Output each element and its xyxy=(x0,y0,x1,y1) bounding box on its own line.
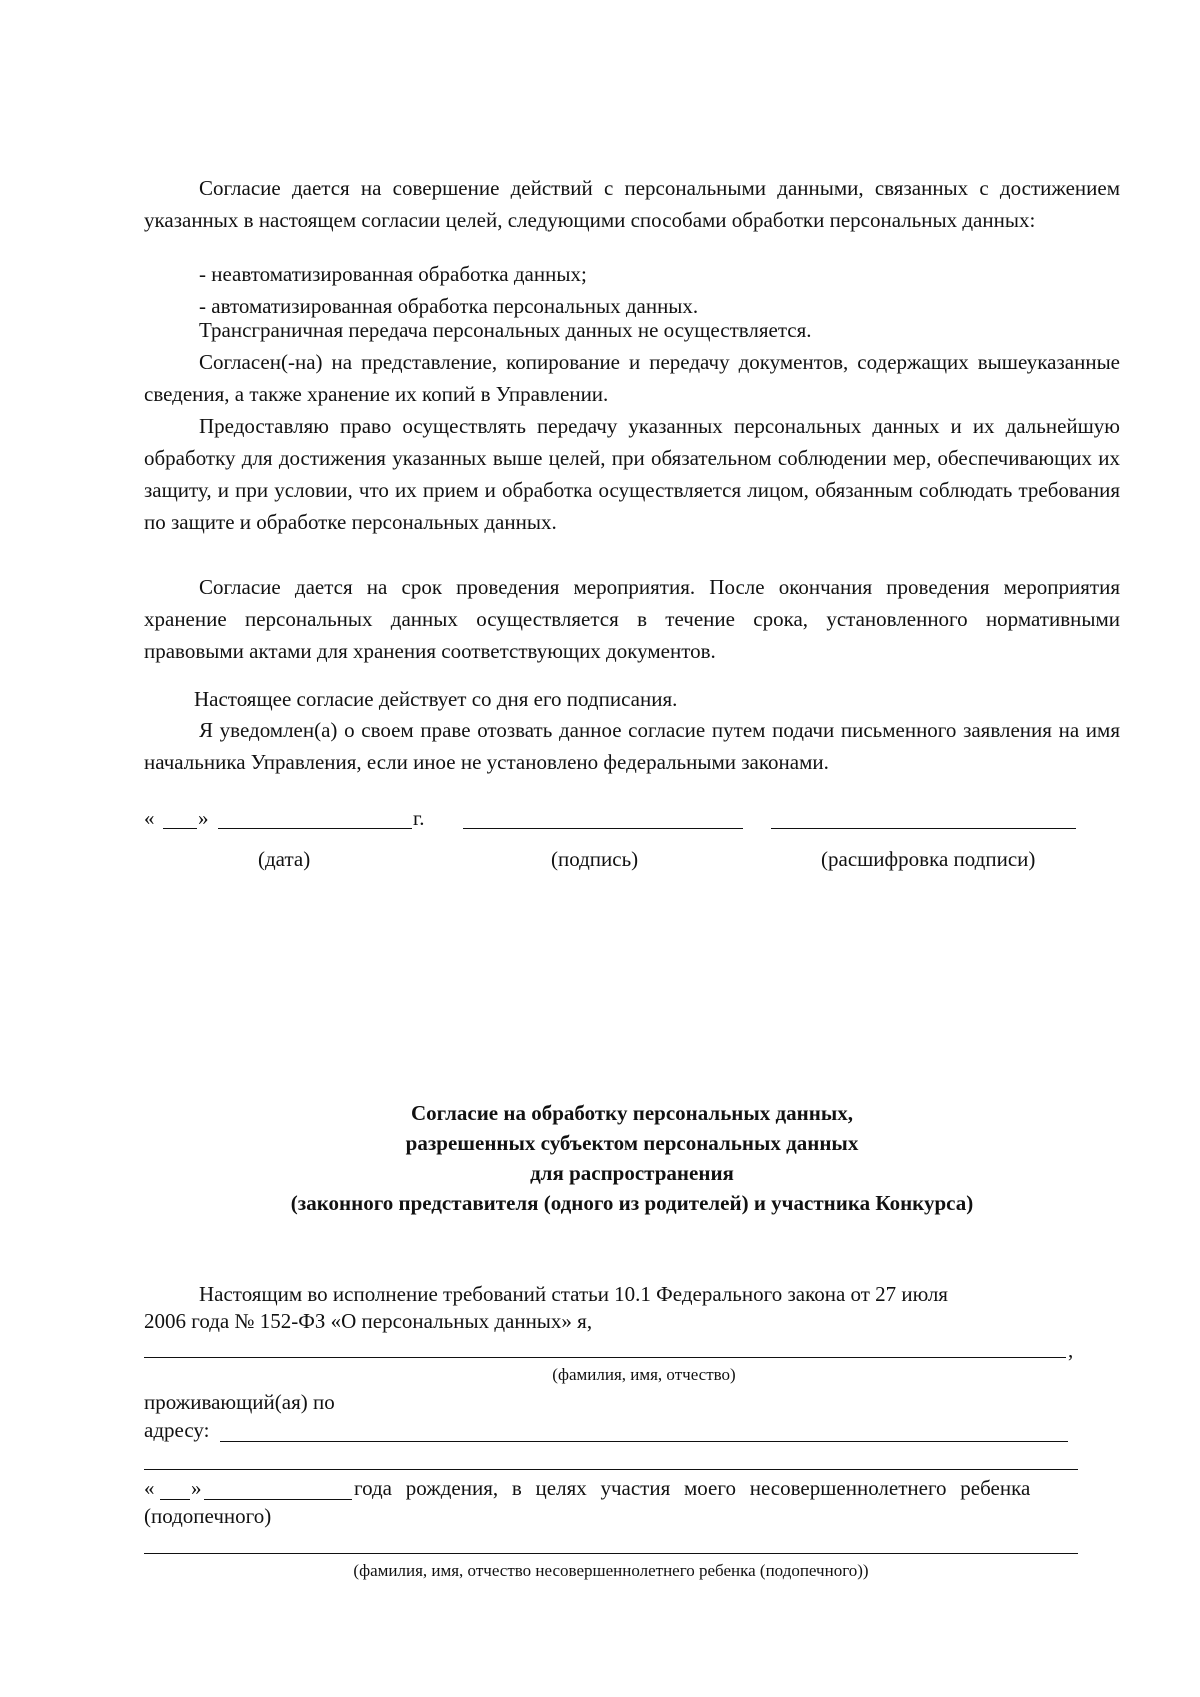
date-caption: (дата) xyxy=(258,847,311,871)
intro-line-2: 2006 года № 152-ФЗ «О персональных данных» я, xyxy=(144,1309,593,1333)
list-item-automated: - автоматизированная обработка персональных данных. xyxy=(199,294,699,318)
day-blank[interactable] xyxy=(163,828,197,829)
fio-comma: , xyxy=(1068,1338,1074,1362)
child-fio-blank[interactable] xyxy=(144,1553,1078,1554)
withdraw-paragraph: Я уведомлен(а) о своем праве отозвать данное согласие путем подачи письменного заявления на имя начальника Управления, если иное не установлено федеральными законами. xyxy=(144,718,1120,774)
copy-consent-paragraph: Согласен(-на) на представление, копирование и передачу документов, содержащих вышеуказанные сведения, а также хранение их копий в Управлении. xyxy=(144,350,1120,406)
birth-quote-close: » xyxy=(191,1476,202,1500)
title-line-3: для распространения xyxy=(530,1161,734,1185)
cross-border-paragraph: Трансграничная передача персональных данных не осуществляется. xyxy=(199,318,812,342)
birth-year-blank[interactable] xyxy=(204,1499,352,1500)
address-blank[interactable] xyxy=(220,1441,1068,1442)
consent-methods-paragraph: Согласие дается на совершение действий с персональными данными, связанных с достижением указанных в настоящем согласии целей, следующими способами обработки персональных данных: xyxy=(144,176,1120,232)
birth-text-2: (подопечного) xyxy=(144,1504,272,1528)
month-year-blank[interactable] xyxy=(218,828,412,829)
intro-line-1: Настоящим во исполнение требований статьи 10.1 Федерального закона от 27 июля xyxy=(199,1282,948,1306)
signature-decode-blank[interactable] xyxy=(771,828,1076,829)
address-blank-2[interactable] xyxy=(144,1469,1078,1470)
list-item-non-automated: - неавтоматизированная обработка данных; xyxy=(199,262,587,286)
consent-title xyxy=(144,1098,1120,1218)
year-suffix: г. xyxy=(413,806,425,830)
address-label-2: адресу: xyxy=(144,1418,210,1442)
date-quote-close: » xyxy=(198,806,209,830)
child-fio-caption: (фамилия, имя, отчество несовершеннолетнего ребенка (подопечного)) xyxy=(353,1561,869,1580)
birth-quote-open: « xyxy=(144,1476,155,1500)
fio-blank[interactable] xyxy=(144,1357,1066,1358)
signature-caption: (подпись) xyxy=(551,847,639,871)
title-line-4: (законного представителя (одного из родителей) и участника Конкурса) xyxy=(290,1191,974,1215)
transfer-right-paragraph: Предоставляю право осуществлять передачу указанных персональных данных и их дальнейшую обработку для достижения указанных выше целей, при обязательном соблюдении мер, обеспечивающих их защиту, и при условии, что их прием и обработка осуществляется лицом, обязанным соблюдать требования по защите и обработке персональных данных. xyxy=(144,414,1120,534)
term-paragraph: Согласие дается на срок проведения мероприятия. После окончания проведения мероприятия хранение персональных данных осуществляется в течение срока, установленного нормативными правовыми актами для хранения соответствующих документов. xyxy=(144,575,1120,663)
fio-caption: (фамилия, имя, отчество) xyxy=(552,1365,736,1384)
date-quote-open: « xyxy=(144,806,155,830)
title-line-2: разрешенных субъектом персональных данных xyxy=(405,1131,859,1155)
address-label-1: проживающий(ая) по xyxy=(144,1390,335,1414)
birth-day-blank[interactable] xyxy=(160,1499,190,1500)
validity-paragraph: Настоящее согласие действует со дня его подписания. xyxy=(194,687,678,711)
title-line-1: Согласие на обработку персональных данных, xyxy=(410,1101,854,1125)
signature-decode-caption: (расшифровка подписи) xyxy=(821,847,1036,871)
signature-blank[interactable] xyxy=(463,828,743,829)
birth-text: года рождения, в целях участия моего несовершеннолетнего ребенка xyxy=(354,1476,1031,1500)
